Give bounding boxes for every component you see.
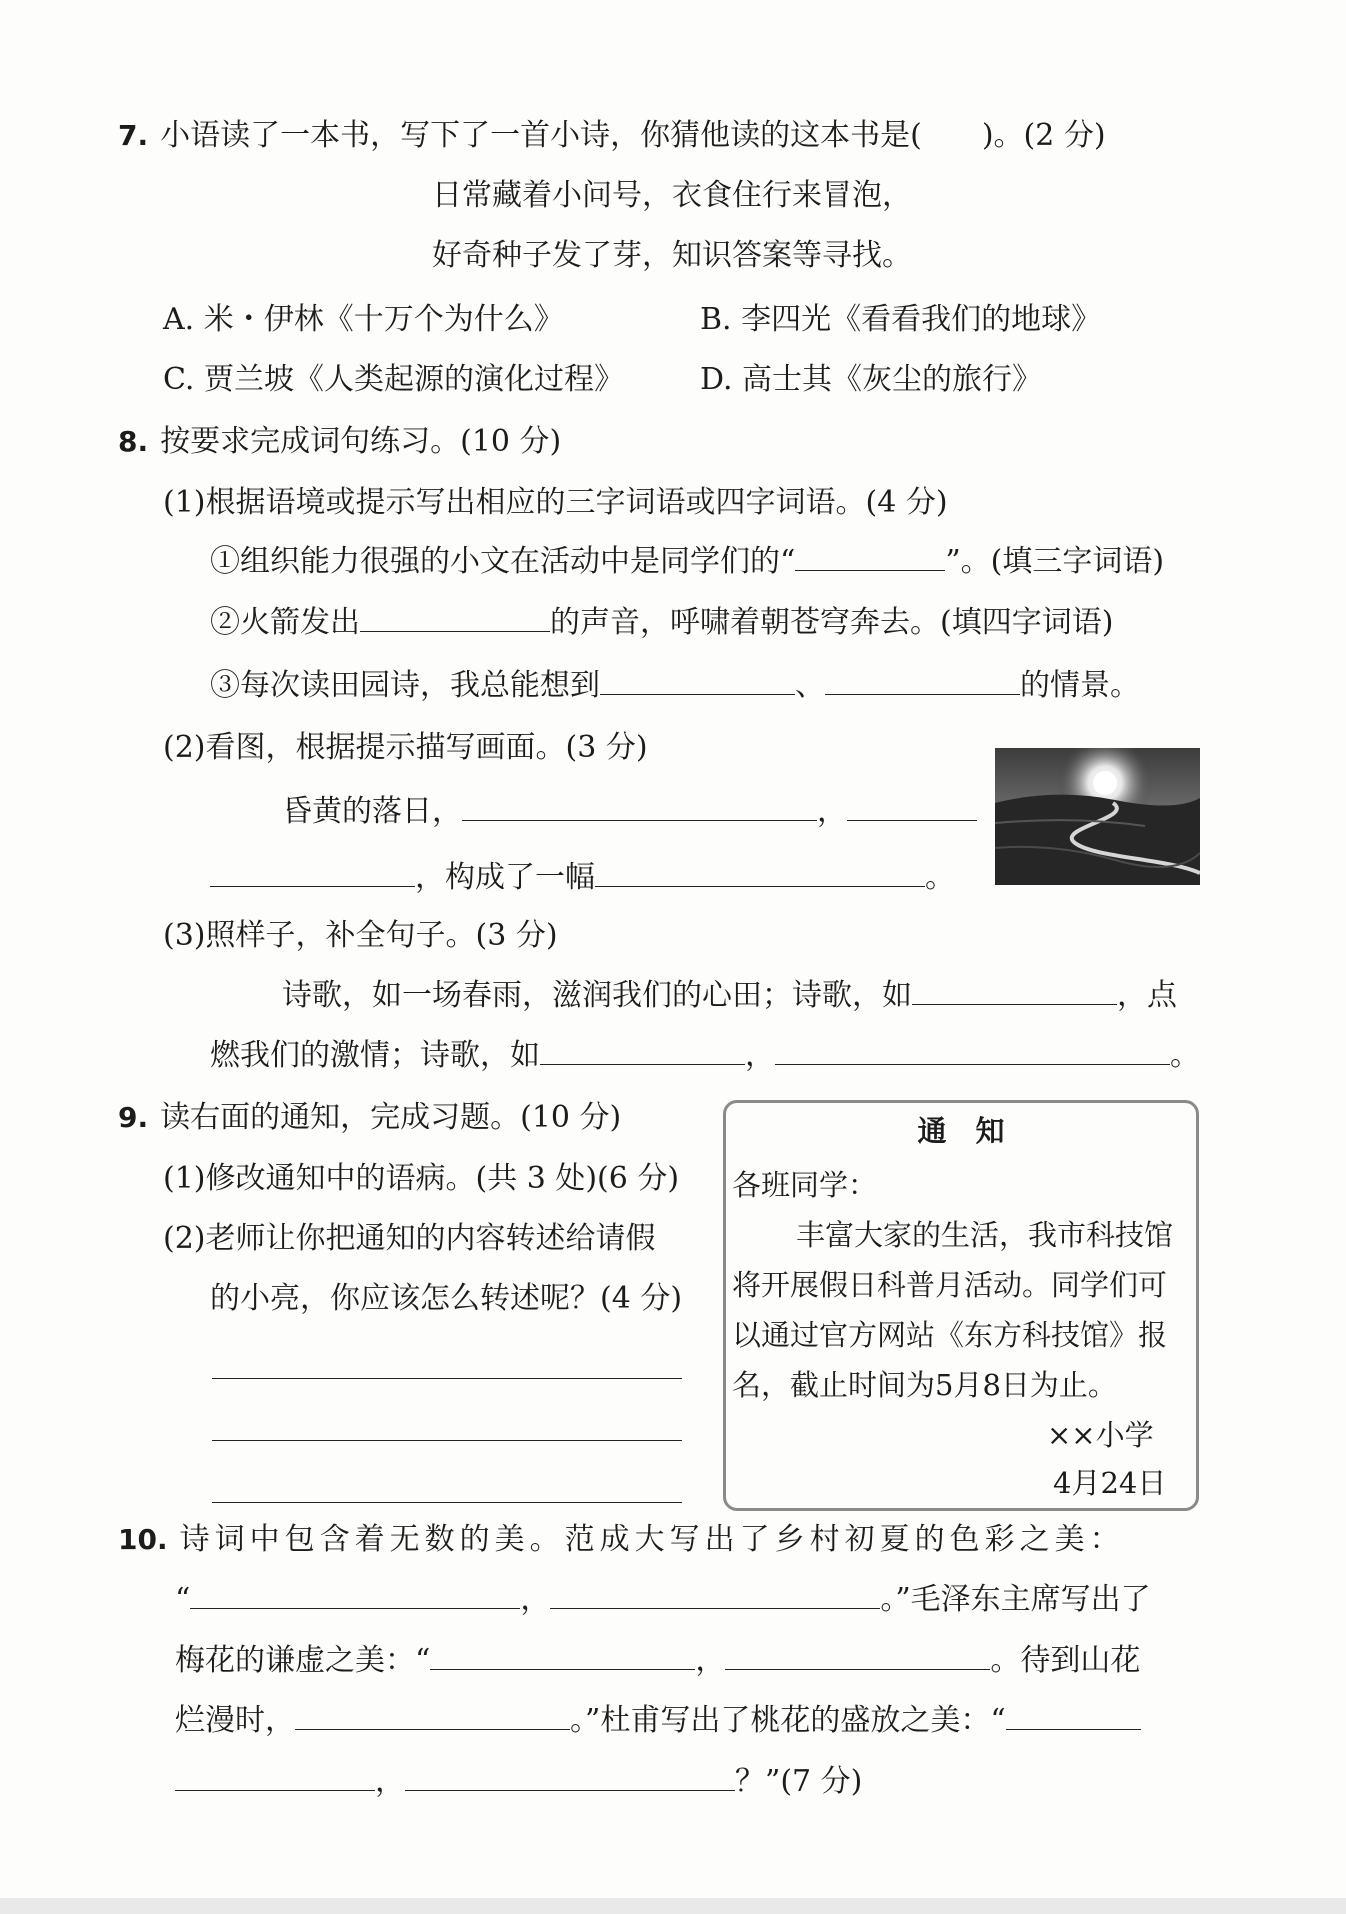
q8-part3-l2-text: 燃我们的激情；诗歌，如	[210, 1038, 540, 1073]
q10-blank-4[interactable]	[725, 1641, 990, 1670]
q10-l4-post: 。”杜甫写出了桃花的盛放之美：“	[570, 1703, 1006, 1738]
q9-part2-line2: 的小亮，你应该怎么转述呢？(4 分)	[210, 1281, 683, 1316]
q9-answer-line-1[interactable]	[212, 1378, 682, 1379]
q9-part2-line1: (2)老师让你把通知的内容转述给请假	[163, 1221, 656, 1256]
q7-option-c: C. 贾兰坡《人类起源的演化过程》	[163, 362, 624, 397]
q10-l2-comma: ，	[520, 1582, 551, 1617]
q9-answer-line-2[interactable]	[212, 1440, 682, 1441]
notice-greeting: 各班同学：	[732, 1168, 878, 1202]
q10-blank-3[interactable]	[430, 1641, 695, 1670]
q7-stem-text: 小语读了一本书，写下了一首小诗，你猜他读的这本书是( )。(2 分)	[160, 118, 1106, 153]
q10-number: 10.	[118, 1523, 168, 1556]
q9-part1: (1)修改通知中的语病。(共 3 处)(6 分)	[163, 1161, 680, 1196]
q9-answer-line-3[interactable]	[212, 1502, 682, 1503]
q8-item1-pre: ①组织能力很强的小文在活动中是同学们的“	[210, 544, 796, 579]
notice-body-line-2: 将开展假日科普月活动。同学们可	[732, 1268, 1168, 1302]
q8-item1	[210, 542, 1164, 582]
q8-number: 8.	[118, 425, 149, 458]
q10-line3	[175, 1641, 1140, 1681]
q8-item2-blank[interactable]	[360, 603, 550, 632]
notice-title: 通 知	[917, 1114, 1005, 1148]
q10-l3-pre: 梅花的谦虚之美：“	[175, 1643, 431, 1678]
q10-line1	[118, 1520, 1125, 1560]
q8-item3-pre: ③每次读田园诗，我总能想到	[210, 668, 600, 703]
q8-part3-comma: ，	[745, 1038, 775, 1073]
notice-body-line-1: 丰富大家的生活，我市科技馆	[796, 1218, 1174, 1252]
q8-part2-l1-text: 昏黄的落日，	[282, 794, 462, 829]
q8-part2-title: (2)看图，根据提示描写画面。(3 分)	[163, 730, 648, 765]
q8-part2-line1	[282, 792, 977, 832]
q8-item1-post: ”。(填三字词语)	[945, 544, 1165, 579]
q10-l5-end: ？”(7 分)	[735, 1764, 863, 1799]
notice-box	[723, 1100, 1199, 1511]
q10-blank-8[interactable]	[405, 1762, 735, 1791]
q8-item2	[210, 603, 1113, 643]
q8-part2-line2	[210, 858, 955, 898]
sunset-river-photo	[995, 748, 1200, 885]
q8-part2-blank-3[interactable]	[210, 858, 415, 887]
q8-part2-blank-2[interactable]	[847, 792, 977, 821]
q8-part3-line1	[282, 976, 1177, 1016]
q8-item2-post: 的声音，呼啸着朝苍穹奔去。(填四字词语)	[550, 605, 1114, 640]
q8-part3-period: 。	[1170, 1038, 1200, 1073]
notice-body-line-3: 以通过官方网站《东方科技馆》报	[732, 1318, 1168, 1352]
q7-option-b: B. 李四光《看看我们的地球》	[700, 302, 1102, 337]
q10-blank-1[interactable]	[190, 1580, 520, 1609]
q10-blank-7[interactable]	[175, 1762, 375, 1791]
q8-item3	[210, 666, 1140, 706]
q8-part3-blank-1[interactable]	[912, 976, 1117, 1005]
q10-l5-comma: ，	[375, 1764, 405, 1799]
q7-number: 7.	[118, 119, 149, 152]
q8-part3-line2	[210, 1036, 1200, 1076]
q8-part2-l2-mid: ，构成了一幅	[415, 860, 595, 895]
q8-stem	[118, 422, 561, 462]
q8-part2-blank-4[interactable]	[595, 858, 925, 887]
q8-item3-blank-1[interactable]	[600, 666, 795, 695]
q8-part3-blank-2[interactable]	[540, 1036, 745, 1065]
q8-part1-title: (1)根据语境或提示写出相应的三字词语或四字词语。(4 分)	[163, 485, 948, 520]
q8-item3-blank-2[interactable]	[825, 666, 1020, 695]
q8-item2-pre: ②火箭发出	[210, 605, 360, 640]
q10-l4-pre: 烂漫时，	[175, 1703, 295, 1738]
q8-item3-post: 的情景。	[1020, 668, 1140, 703]
q8-part3-blank-3[interactable]	[775, 1036, 1170, 1065]
q10-line5	[175, 1762, 862, 1802]
q8-part3-l1-text: 诗歌，如一场春雨，滋润我们的心田；诗歌，如	[282, 978, 912, 1013]
q8-item3-sep: 、	[795, 668, 825, 703]
notice-date: 4月24日	[1053, 1466, 1167, 1500]
q10-l3-comma: ，	[695, 1643, 726, 1678]
q10-blank-2[interactable]	[550, 1580, 880, 1609]
q10-line2	[175, 1580, 1151, 1620]
q9-number: 9.	[118, 1101, 149, 1134]
q8-part2-period: 。	[925, 860, 955, 895]
q8-part3-title: (3)照样子，补全句子。(3 分)	[163, 918, 558, 953]
page-bottom-edge	[0, 1898, 1346, 1914]
q8-stem-text: 按要求完成词句练习。(10 分)	[160, 424, 562, 459]
notice-body-line-4: 名，截止时间为5月8日为止。	[732, 1368, 1117, 1402]
q7-option-a: A. 米・伊林《十万个为什么》	[163, 302, 564, 337]
q10-line4	[175, 1701, 1141, 1741]
q7-poem-line-1: 日常藏着小问号，衣食住行来冒泡，	[432, 178, 912, 213]
q10-l1-text: 诗词中包含着无数的美。范成大写出了乡村初夏的色彩之美：	[179, 1522, 1125, 1557]
q10-blank-6[interactable]	[1006, 1701, 1141, 1730]
q8-part3-l1-end: ，点	[1117, 978, 1177, 1013]
q10-l2-open: “	[175, 1582, 191, 1617]
q10-l2-post: 。”毛泽东主席写出了	[880, 1582, 1151, 1617]
q7-poem-line-2: 好奇种子发了芽，知识答案等寻找。	[432, 238, 912, 273]
q8-part2-blank-1[interactable]	[462, 792, 817, 821]
q7-option-d: D. 高士其《灰尘的旅行》	[700, 362, 1043, 397]
q8-part2-comma: ，	[817, 794, 847, 829]
q8-item1-blank[interactable]	[795, 542, 945, 571]
q9-stem-text: 读右面的通知，完成习题。(10 分)	[160, 1100, 622, 1135]
q10-blank-5[interactable]	[295, 1701, 570, 1730]
q7-stem	[118, 116, 1106, 156]
notice-sign: ××小学	[1047, 1418, 1154, 1452]
q10-l3-post: 。待到山花	[990, 1643, 1141, 1678]
q9-stem	[118, 1098, 621, 1138]
